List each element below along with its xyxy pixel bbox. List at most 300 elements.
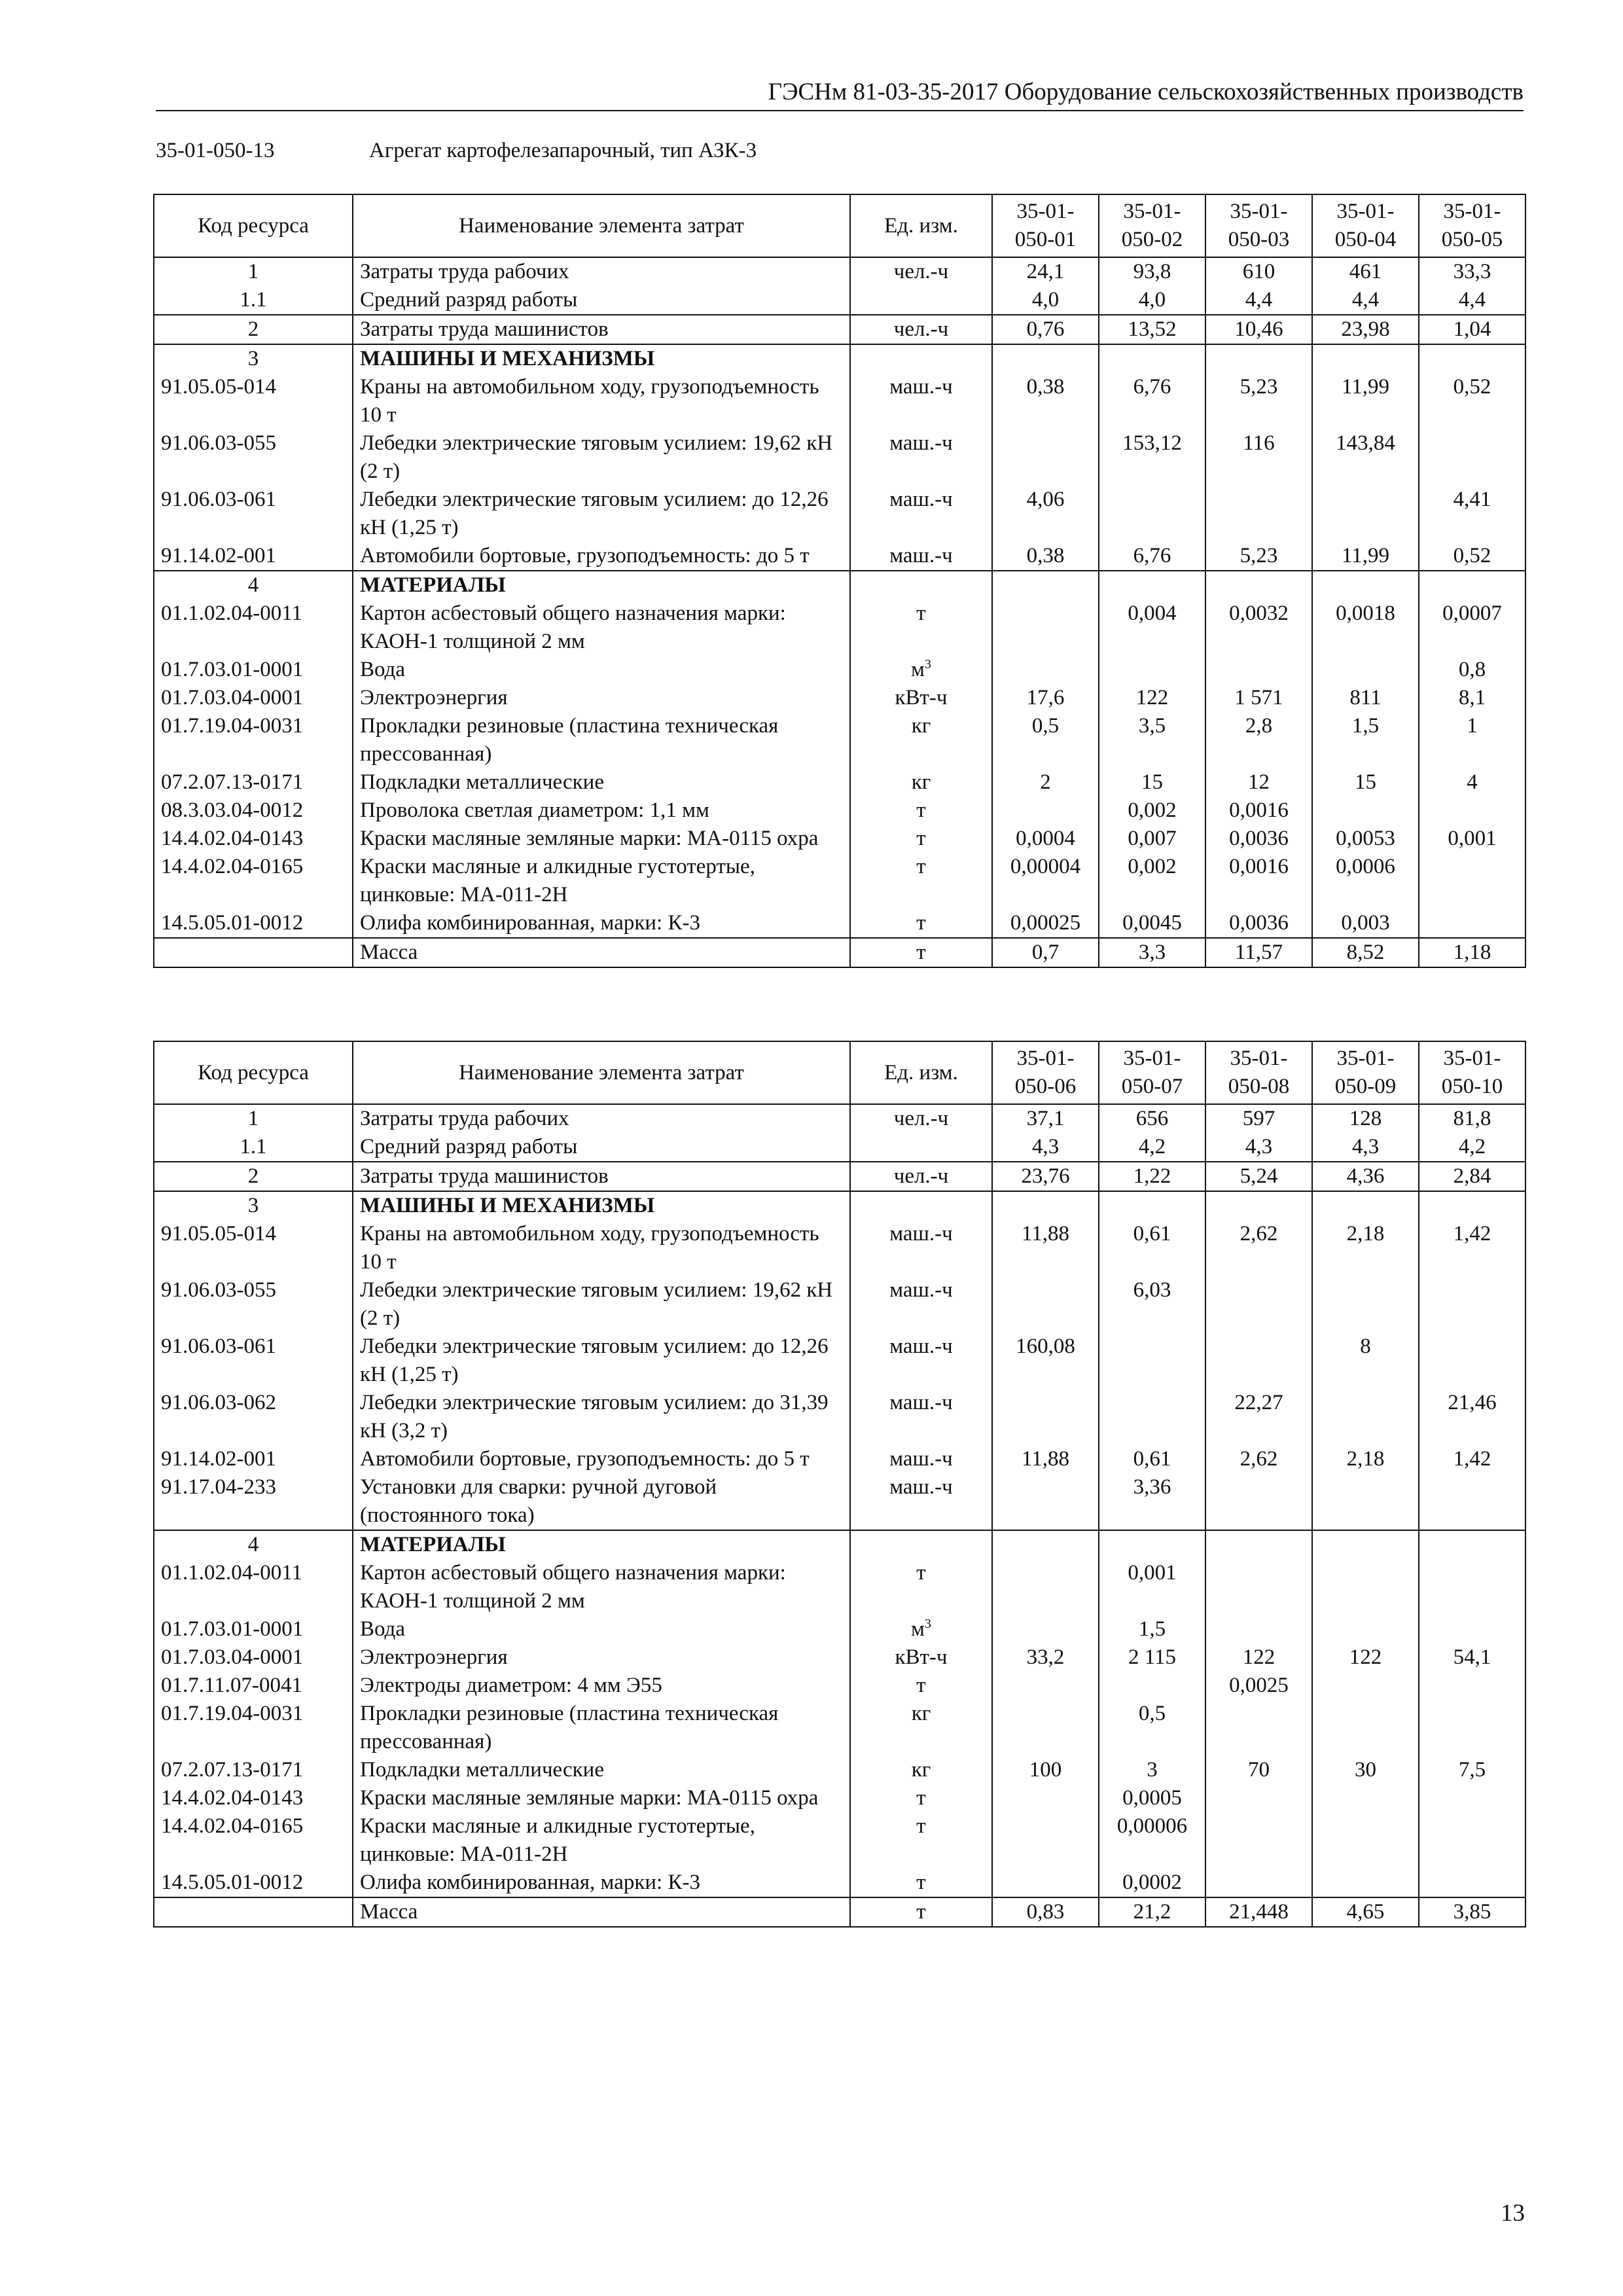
unit-text: кг xyxy=(911,1758,931,1782)
table-row xyxy=(154,797,1525,825)
table-row xyxy=(154,1756,1525,1784)
unit-text: т xyxy=(916,798,926,822)
norm-value: 3,36 xyxy=(1099,1473,1205,1530)
norm-value: 37,1 xyxy=(992,1104,1099,1133)
norm-value xyxy=(1419,853,1525,909)
norm-value xyxy=(992,1700,1099,1756)
resource-code: 01.7.19.04-0031 xyxy=(154,712,353,768)
norm-value: 1,04 xyxy=(1419,315,1525,344)
norm-value: 8,52 xyxy=(1312,938,1419,967)
norm-value xyxy=(1205,1191,1312,1220)
norm-value: 2,62 xyxy=(1205,1445,1312,1473)
resource-code: 91.06.03-061 xyxy=(154,1333,353,1389)
unit xyxy=(850,1445,992,1473)
norm-value xyxy=(1205,1276,1312,1333)
norm-value: 11,99 xyxy=(1312,542,1419,571)
norm-value xyxy=(1312,571,1419,600)
col-header-name: Наименование элемента затрат xyxy=(353,1041,850,1104)
norm-value: 0,00025 xyxy=(992,909,1099,938)
unit xyxy=(850,542,992,571)
norm-value: 0,0006 xyxy=(1312,853,1419,909)
norm-value xyxy=(992,1812,1099,1869)
unit xyxy=(850,344,992,373)
norm-value: 4,4 xyxy=(1205,286,1312,315)
table-row xyxy=(154,1133,1525,1162)
table-header-row xyxy=(154,194,1525,257)
norm-value xyxy=(1205,1615,1312,1643)
unit xyxy=(850,1191,992,1220)
table-row xyxy=(154,656,1525,684)
norm-value xyxy=(1099,1389,1205,1445)
norm-value: 3,3 xyxy=(1099,938,1205,967)
norm-value: 0,0002 xyxy=(1099,1869,1205,1897)
norm-value: 122 xyxy=(1205,1643,1312,1672)
norm-value: 15 xyxy=(1099,768,1205,797)
norm-value: 0,8 xyxy=(1419,656,1525,684)
table-row xyxy=(154,1530,1525,1559)
unit-text: кг xyxy=(911,770,931,794)
norm-value: 0,0045 xyxy=(1099,909,1205,938)
resource-name: Масса xyxy=(353,1897,850,1927)
norm-value xyxy=(1312,797,1419,825)
table-row xyxy=(154,1615,1525,1643)
resource-code: 14.5.05.01-0012 xyxy=(154,1869,353,1897)
col-header-norm: 35-01-050-04 xyxy=(1312,194,1419,257)
unit-text: т xyxy=(916,911,926,935)
norm-value xyxy=(992,1869,1099,1897)
resource-code: 01.7.03.01-0001 xyxy=(154,656,353,684)
norm-value: 0,0025 xyxy=(1205,1672,1312,1700)
document-title: ГЭСНм 81-03-35-2017 Оборудование сельскохозяйственных производств xyxy=(768,79,1524,105)
page-number: 13 xyxy=(1501,2200,1525,2227)
table-row xyxy=(154,853,1525,909)
norm-value xyxy=(1205,1530,1312,1559)
table-row xyxy=(154,344,1525,373)
resource-name: Олифа комбинированная, марки: К-3 xyxy=(353,909,850,938)
norm-value xyxy=(992,1389,1099,1445)
resource-name: Краски масляные земляные марки: МА-0115 охра xyxy=(353,1784,850,1812)
norm-value xyxy=(1205,486,1312,542)
unit-text: кг xyxy=(911,714,931,738)
resource-code: 91.06.03-062 xyxy=(154,1389,353,1445)
norm-value xyxy=(1205,344,1312,373)
unit-text: т xyxy=(916,1786,926,1810)
resource-code: 07.2.07.13-0171 xyxy=(154,1756,353,1784)
norm-value: 5,23 xyxy=(1205,542,1312,571)
table-row xyxy=(154,486,1525,542)
norm-value: 0,002 xyxy=(1099,853,1205,909)
col-header-norm: 35-01-050-07 xyxy=(1099,1041,1205,1104)
unit-text: т xyxy=(916,1561,926,1585)
col-header-code: Код ресурса xyxy=(154,194,353,257)
norm-value: 0,00004 xyxy=(992,853,1099,909)
norm-value: 610 xyxy=(1205,257,1312,286)
resource-code: 91.06.03-061 xyxy=(154,486,353,542)
resource-name: Краны на автомобильном ходу, грузоподъемность 10 т xyxy=(353,1220,850,1276)
unit xyxy=(850,1162,992,1191)
table-header-row xyxy=(154,1041,1525,1104)
norm-value: 12 xyxy=(1205,768,1312,797)
norm-value: 0,0032 xyxy=(1205,600,1312,656)
resource-table-2 xyxy=(153,1041,1526,1928)
norm-value xyxy=(992,1672,1099,1700)
table-row xyxy=(154,1445,1525,1473)
table-row xyxy=(154,1191,1525,1220)
unit xyxy=(850,1897,992,1927)
unit xyxy=(850,600,992,656)
norm-value: 0,007 xyxy=(1099,825,1205,853)
norm-value xyxy=(1205,1869,1312,1897)
resource-code: 91.06.03-055 xyxy=(154,429,353,486)
unit-text: маш.-ч xyxy=(889,488,953,511)
unit-text: т xyxy=(916,1814,926,1838)
unit-text: чел.-ч xyxy=(893,260,949,283)
norm-value: 0,00006 xyxy=(1099,1812,1205,1869)
resource-code: 2 xyxy=(154,1162,353,1191)
unit xyxy=(850,825,992,853)
norm-value: 81,8 xyxy=(1419,1104,1525,1133)
norm-value: 1 xyxy=(1419,712,1525,768)
norm-value: 0,002 xyxy=(1099,797,1205,825)
resource-name: Лебедки электрические тяговым усилием: до 12,26 кН (1,25 т) xyxy=(353,486,850,542)
col-header-name: Наименование элемента затрат xyxy=(353,194,850,257)
unit-superscript: 3 xyxy=(924,1617,931,1631)
resource-name: Автомобили бортовые, грузоподъемность: до 5 т xyxy=(353,542,850,571)
norm-value xyxy=(992,429,1099,486)
resource-name: Автомобили бортовые, грузоподъемность: до 5 т xyxy=(353,1445,850,1473)
norm-value xyxy=(1419,1191,1525,1220)
norm-value xyxy=(1312,1389,1419,1445)
unit xyxy=(850,486,992,542)
norm-value xyxy=(1419,1812,1525,1869)
norm-value xyxy=(992,1473,1099,1530)
resource-code: 01.7.11.07-0041 xyxy=(154,1672,353,1700)
norm-value xyxy=(992,1615,1099,1643)
norm-value: 160,08 xyxy=(992,1333,1099,1389)
unit xyxy=(850,1473,992,1530)
unit xyxy=(850,853,992,909)
norm-value xyxy=(1099,1333,1205,1389)
resource-table-1 xyxy=(153,194,1526,968)
unit xyxy=(850,1643,992,1672)
norm-value xyxy=(1312,1672,1419,1700)
resource-code: 14.4.02.04-0143 xyxy=(154,1784,353,1812)
norm-value: 4,3 xyxy=(1312,1133,1419,1162)
table-row xyxy=(154,1473,1525,1530)
norm-value: 122 xyxy=(1312,1643,1419,1672)
resource-code xyxy=(154,938,353,967)
norm-value: 0,38 xyxy=(992,373,1099,429)
col-header-norm: 35-01-050-08 xyxy=(1205,1041,1312,1104)
resource-code: 01.1.02.04-0011 xyxy=(154,1559,353,1615)
norm-value xyxy=(1419,429,1525,486)
table-row xyxy=(154,1643,1525,1672)
norm-value xyxy=(1205,1473,1312,1530)
norm-value: 6,76 xyxy=(1099,542,1205,571)
table-row xyxy=(154,1162,1525,1191)
norm-value xyxy=(992,571,1099,600)
norm-value: 4,41 xyxy=(1419,486,1525,542)
resource-code: 91.05.05-014 xyxy=(154,1220,353,1276)
table-row xyxy=(154,286,1525,315)
table-row xyxy=(154,542,1525,571)
table-row xyxy=(154,684,1525,712)
unit-text: чел.-ч xyxy=(893,317,949,341)
unit-text: т xyxy=(916,827,926,850)
resource-code: 1.1 xyxy=(154,286,353,315)
table-row xyxy=(154,1700,1525,1756)
norm-value xyxy=(992,1559,1099,1615)
norm-value xyxy=(1419,797,1525,825)
unit-superscript: 3 xyxy=(924,657,931,672)
norm-value xyxy=(992,797,1099,825)
resource-code: 07.2.07.13-0171 xyxy=(154,768,353,797)
norm-value: 23,98 xyxy=(1312,315,1419,344)
unit-text: т xyxy=(916,941,926,964)
norm-value xyxy=(992,656,1099,684)
norm-value xyxy=(1312,1473,1419,1530)
resource-code: 1.1 xyxy=(154,1133,353,1162)
norm-value: 33,2 xyxy=(992,1643,1099,1672)
col-header-code: Код ресурса xyxy=(154,1041,353,1104)
norm-value: 8 xyxy=(1312,1333,1419,1389)
norm-value xyxy=(1205,1812,1312,1869)
table-row xyxy=(154,600,1525,656)
resource-name: Лебедки электрические тяговым усилием: 19,62 кН (2 т) xyxy=(353,429,850,486)
unit xyxy=(850,429,992,486)
norm-value: 4,2 xyxy=(1419,1133,1525,1162)
norm-value xyxy=(1205,1700,1312,1756)
unit xyxy=(850,1276,992,1333)
norm-value xyxy=(1312,1812,1419,1869)
resource-code: 4 xyxy=(154,1530,353,1559)
norm-value: 24,1 xyxy=(992,257,1099,286)
table-row xyxy=(154,825,1525,853)
norm-value xyxy=(992,1530,1099,1559)
resource-name: Затраты труда рабочих xyxy=(353,1104,850,1133)
unit-text: м xyxy=(911,658,925,681)
resource-name: Подкладки металлические xyxy=(353,768,850,797)
norm-value: 0,0005 xyxy=(1099,1784,1205,1812)
resource-name: Установки для сварки: ручной дуговой (постоянного тока) xyxy=(353,1473,850,1530)
resource-code: 01.1.02.04-0011 xyxy=(154,600,353,656)
unit xyxy=(850,768,992,797)
norm-value xyxy=(1419,1473,1525,1530)
unit xyxy=(850,286,992,315)
norm-value: 1,5 xyxy=(1099,1615,1205,1643)
unit xyxy=(850,1133,992,1162)
table-row xyxy=(154,315,1525,344)
resource-code: 3 xyxy=(154,344,353,373)
norm-value: 21,2 xyxy=(1099,1897,1205,1927)
resource-name: Олифа комбинированная, марки: К-3 xyxy=(353,1869,850,1897)
norm-value: 2,84 xyxy=(1419,1162,1525,1191)
unit xyxy=(850,1104,992,1133)
norm-value xyxy=(1099,571,1205,600)
norm-value: 54,1 xyxy=(1419,1643,1525,1672)
col-header-unit: Ед. изм. xyxy=(850,1041,992,1104)
table-row xyxy=(154,1276,1525,1333)
norm-value xyxy=(1205,1784,1312,1812)
unit xyxy=(850,909,992,938)
norm-value: 0,0036 xyxy=(1205,825,1312,853)
norm-value: 4,36 xyxy=(1312,1162,1419,1191)
norm-value xyxy=(1419,344,1525,373)
norm-value: 6,76 xyxy=(1099,373,1205,429)
unit-text: кг xyxy=(911,1702,931,1725)
norm-value: 4,2 xyxy=(1099,1133,1205,1162)
norm-value xyxy=(1419,571,1525,600)
unit-text: м xyxy=(911,1617,925,1641)
norm-value: 2,18 xyxy=(1312,1220,1419,1276)
unit-text: т xyxy=(916,855,926,878)
norm-value: 3,5 xyxy=(1099,712,1205,768)
resource-name: МАШИНЫ И МЕХАНИЗМЫ xyxy=(353,1191,850,1220)
table-row xyxy=(154,1104,1525,1133)
norm-value: 0,38 xyxy=(992,542,1099,571)
unit-text: маш.-ч xyxy=(889,1447,953,1471)
norm-value: 17,6 xyxy=(992,684,1099,712)
table-row xyxy=(154,712,1525,768)
norm-value: 21,448 xyxy=(1205,1897,1312,1927)
unit xyxy=(850,1784,992,1812)
norm-value: 6,03 xyxy=(1099,1276,1205,1333)
table-body-2 xyxy=(154,1104,1525,1927)
unit-text: кВт-ч xyxy=(895,686,948,709)
norm-value: 461 xyxy=(1312,257,1419,286)
unit-text: маш.-ч xyxy=(889,1335,953,1358)
norm-value: 7,5 xyxy=(1419,1756,1525,1784)
norm-value: 8,1 xyxy=(1419,684,1525,712)
unit-text: чел.-ч xyxy=(893,1164,949,1188)
norm-value: 1,42 xyxy=(1419,1220,1525,1276)
norm-value: 0,83 xyxy=(992,1897,1099,1927)
unit xyxy=(850,684,992,712)
unit-text: чел.-ч xyxy=(893,1107,949,1130)
table-row xyxy=(154,938,1525,967)
table-row xyxy=(154,429,1525,486)
norm-value xyxy=(1099,486,1205,542)
unit xyxy=(850,1672,992,1700)
section-heading xyxy=(156,139,757,163)
table-row xyxy=(154,909,1525,938)
norm-value xyxy=(1312,1191,1419,1220)
norm-value: 0,003 xyxy=(1312,909,1419,938)
norm-value: 4,4 xyxy=(1312,286,1419,315)
norm-value: 4,3 xyxy=(1205,1133,1312,1162)
table-row xyxy=(154,1333,1525,1389)
norm-value xyxy=(1099,656,1205,684)
unit xyxy=(850,571,992,600)
norm-value: 5,23 xyxy=(1205,373,1312,429)
norm-value: 0,5 xyxy=(1099,1700,1205,1756)
resource-name: Масса xyxy=(353,938,850,967)
norm-value xyxy=(1312,1276,1419,1333)
norm-value: 0,0016 xyxy=(1205,853,1312,909)
norm-value: 70 xyxy=(1205,1756,1312,1784)
unit xyxy=(850,1389,992,1445)
resource-code: 91.17.04-233 xyxy=(154,1473,353,1530)
norm-value: 656 xyxy=(1099,1104,1205,1133)
unit-text: т xyxy=(916,1871,926,1894)
norm-value: 1,22 xyxy=(1099,1162,1205,1191)
norm-value: 33,3 xyxy=(1419,257,1525,286)
norm-value: 30 xyxy=(1312,1756,1419,1784)
norm-value: 0,0004 xyxy=(992,825,1099,853)
resource-name: Проволока светлая диаметром: 1,1 мм xyxy=(353,797,850,825)
norm-value: 21,46 xyxy=(1419,1389,1525,1445)
norm-value: 0,0016 xyxy=(1205,797,1312,825)
unit-text: т xyxy=(916,601,926,625)
table-row xyxy=(154,1897,1525,1927)
norm-value xyxy=(1312,486,1419,542)
col-header-norm: 35-01-050-01 xyxy=(992,194,1099,257)
resource-name: Краски масляные земляные марки: МА-0115 охра xyxy=(353,825,850,853)
norm-value xyxy=(1419,1530,1525,1559)
norm-value: 4,0 xyxy=(1099,286,1205,315)
norm-value: 2,18 xyxy=(1312,1445,1419,1473)
col-header-norm: 35-01-050-02 xyxy=(1099,194,1205,257)
unit-text: маш.-ч xyxy=(889,1391,953,1414)
norm-value: 10,46 xyxy=(1205,315,1312,344)
norm-value xyxy=(1205,1559,1312,1615)
table-row xyxy=(154,768,1525,797)
norm-value: 0,5 xyxy=(992,712,1099,768)
norm-value: 0,52 xyxy=(1419,373,1525,429)
resource-code: 1 xyxy=(154,1104,353,1133)
unit xyxy=(850,1869,992,1897)
resource-code: 91.14.02-001 xyxy=(154,542,353,571)
unit xyxy=(850,1700,992,1756)
unit xyxy=(850,1220,992,1276)
norm-value: 2,62 xyxy=(1205,1220,1312,1276)
norm-value xyxy=(992,1784,1099,1812)
norm-value: 2 115 xyxy=(1099,1643,1205,1672)
norm-value xyxy=(1312,1784,1419,1812)
resource-code: 14.4.02.04-0165 xyxy=(154,853,353,909)
table-row xyxy=(154,1784,1525,1812)
col-header-norm: 35-01-050-09 xyxy=(1312,1041,1419,1104)
norm-value: 0,001 xyxy=(1419,825,1525,853)
unit xyxy=(850,1756,992,1784)
unit-text: маш.-ч xyxy=(889,544,953,567)
resource-code: 91.06.03-055 xyxy=(154,1276,353,1333)
resource-code: 14.5.05.01-0012 xyxy=(154,909,353,938)
norm-value: 93,8 xyxy=(1099,257,1205,286)
norm-value xyxy=(1205,571,1312,600)
unit xyxy=(850,797,992,825)
resource-code: 1 xyxy=(154,257,353,286)
norm-value: 1,5 xyxy=(1312,712,1419,768)
norm-value xyxy=(1419,1869,1525,1897)
unit-text: т xyxy=(916,1674,926,1697)
resource-name: Затраты труда машинистов xyxy=(353,315,850,344)
norm-value: 153,12 xyxy=(1099,429,1205,486)
norm-value: 0,0007 xyxy=(1419,600,1525,656)
norm-value: 0,52 xyxy=(1419,542,1525,571)
unit xyxy=(850,373,992,429)
norm-value xyxy=(1099,1672,1205,1700)
norm-value: 11,88 xyxy=(992,1220,1099,1276)
col-header-norm: 35-01-050-03 xyxy=(1205,194,1312,257)
norm-value: 116 xyxy=(1205,429,1312,486)
norm-value: 13,52 xyxy=(1099,315,1205,344)
resource-name: Лебедки электрические тяговым усилием: 19,62 кН (2 т) xyxy=(353,1276,850,1333)
resource-name: Подкладки металлические xyxy=(353,1756,850,1784)
norm-value: 4,0 xyxy=(992,286,1099,315)
unit xyxy=(850,938,992,967)
norm-value: 3 xyxy=(1099,1756,1205,1784)
